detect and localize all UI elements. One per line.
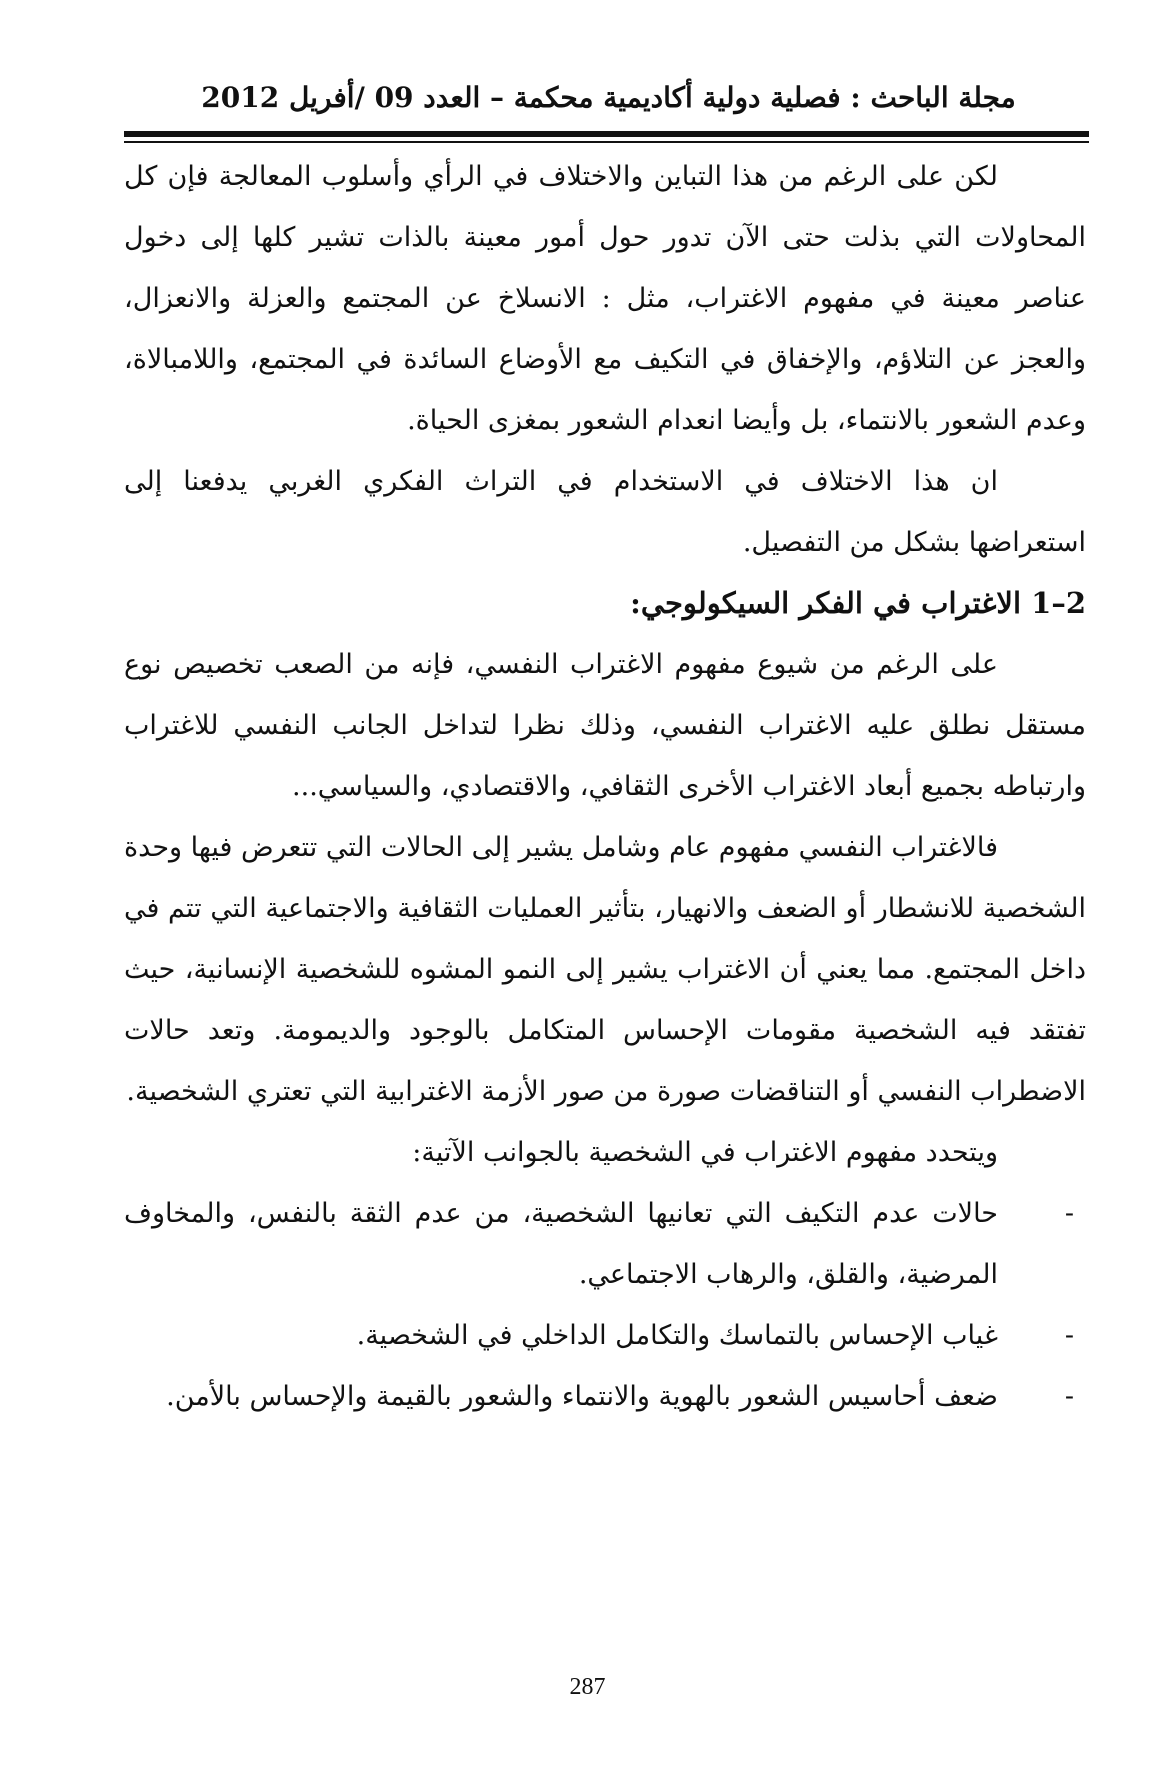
header-rule-thin <box>124 141 1089 143</box>
bullet-item-3 <box>124 1366 1086 1427</box>
bullet-marker: - <box>1064 1198 1074 1229</box>
section-heading: 2–1 الاغتراب في الفكر السيكولوجي: <box>630 586 1086 620</box>
paragraph-1: لكن على الرغم من هذا التباين والاختلاف في الرأي وأسلوب المعالجة فإن كل المحاولات التي بذلت حتى الآن تدور حول أمور معينة بالذات تشير كلها إلى دخول عناصر معينة في مفهوم الاغتراب، مثل : الانسلاخ عن المجتمع والعزلة والانعزال، والعجز عن التلاؤم، والإخفاق في التكيف مع الأوضاع السائدة في المجتمع، واللامبالاة، وعدم الشعور بالانتماء، بل وأيضا انعدام الشعور بمغزى الحياة. <box>124 161 1086 436</box>
header-rule-thick <box>124 131 1089 137</box>
paragraph-4: فالاغتراب النفسي مفهوم عام وشامل يشير إلى الحالات التي تتعرض فيها وحدة الشخصية للانشطار أو الضعف والانهيار، بتأثير العمليات الثقافية والاجتماعية التي تتم في داخل المجتمع. مما يعني أن الاغتراب يشير إلى النمو المشوه للشخصية الإنسانية، حيث تفتقد فيه الشخصية مقومات الإحساس المتكامل بالوجود والديمومة. وتعد حالات الاضطراب النفسي أو التناقضات صورة من صور الأزمة الاغترابية التي تعتري الشخصية. <box>124 832 1086 1107</box>
bullet-marker: - <box>1064 1320 1074 1351</box>
bullet-list <box>124 1183 1086 1427</box>
paragraph-3: على الرغم من شيوع مفهوم الاغتراب النفسي، فإنه من الصعب تخصيص نوع مستقل نطلق عليه الاغتراب النفسي، وذلك نظرا لتداخل الجانب النفسي للاغتراب وارتباطه بجميع أبعاد الاغتراب الأخرى الثقافي، والاقتصادي، والسياسي... <box>124 649 1086 802</box>
bullet-text: ضعف أحاسيس الشعور بالهوية والانتماء والشعور بالقيمة والإحساس بالأمن. <box>166 1381 998 1412</box>
journal-header: مجلة الباحث : فصلية دولية أكاديمية محكمة – العدد 09 /أفريل 2012 <box>201 81 1016 114</box>
bullet-marker: - <box>1064 1381 1074 1412</box>
bullet-text: غياب الإحساس بالتماسك والتكامل الداخلي في الشخصية. <box>356 1320 998 1351</box>
page-number: 287 <box>569 1674 606 1700</box>
bullet-text: حالات عدم التكيف التي تعانيها الشخصية، من عدم الثقة بالنفس، والمخاوف المرضية، والقلق، والرهاب الاجتماعي. <box>124 1198 998 1290</box>
bullet-item-1 <box>124 1183 1086 1305</box>
bullet-item-2 <box>124 1305 1086 1366</box>
body-content <box>124 146 1086 1427</box>
paragraph-2: ان هذا الاختلاف في الاستخدام في التراث الفكري الغربي يدفعنا إلى استعراضها بشكل من التفصيل. <box>124 466 1086 558</box>
paragraph-5: ويتحدد مفهوم الاغتراب في الشخصية بالجوانب الآتية: <box>412 1137 998 1168</box>
